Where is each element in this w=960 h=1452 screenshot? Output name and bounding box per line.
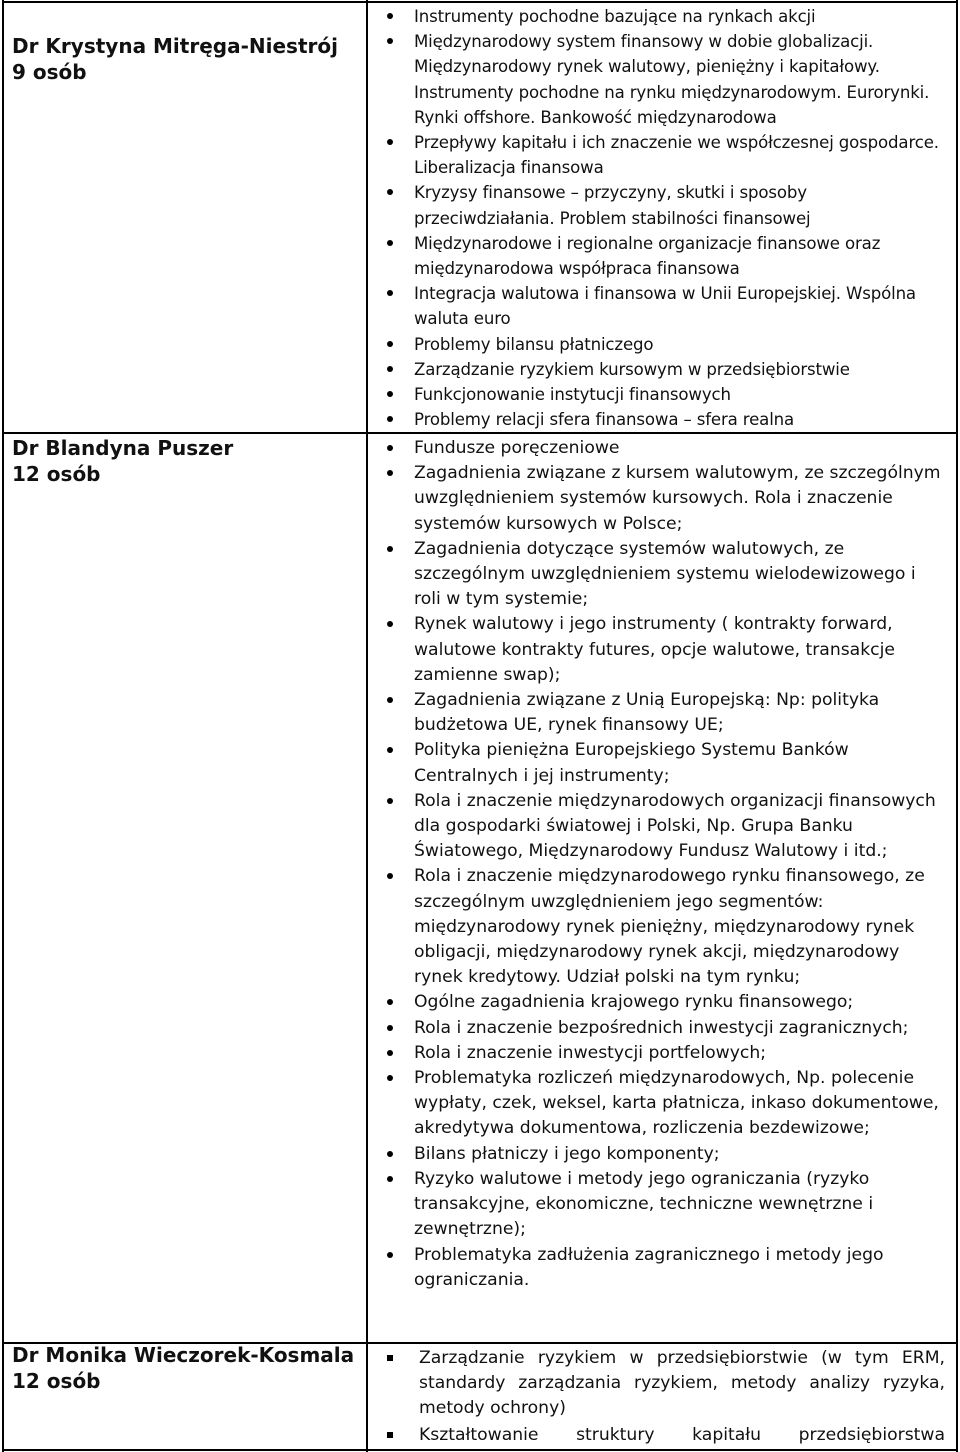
topics-cell — [375, 4, 945, 432]
supervisor-cell — [12, 1342, 357, 1394]
topic-item: Ryzyko walutowe i metody jego ograniczania (ryzyko transakcyjne, ekonomiczne, techniczne wewnętrzne i zewnętrzne); — [375, 1167, 945, 1243]
topic-item: Rola i znaczenie międzynarodowych organizacji finansowych dla gospodarki światowej i Polski, Np. Grupa Banku Światowego, Międzynarodowy Fundusz Walutowy i itd.; — [375, 789, 945, 865]
topic-item: Instrumenty pochodne bazujące na rynkach akcji — [375, 4, 945, 29]
topic-item: Zarządzanie ryzykiem w przedsiębiorstwie (w tym ERM, standardy zarządzania ryzykiem, metody analizy ryzyka, metody ochrony) — [375, 1346, 945, 1422]
topic-item: Rynek walutowy i jego instrumenty ( kontrakty forward, walutowe kontrakty futures, opcje walutowe, transakcje zamienne swap); — [375, 612, 945, 688]
topic-item: Rola i znaczenie inwestycji portfelowych; — [375, 1041, 945, 1066]
topic-item: Problemy relacji sfera finansowa – sfera realna — [375, 407, 945, 432]
topics-list — [375, 1346, 945, 1448]
table-border-right — [956, 0, 958, 1452]
topic-item: Rola i znaczenie międzynarodowego rynku finansowego, ze szczególnym uwzględnieniem jego segmentów: międzynarodowy rynek pieniężny, międzynarodowy rynek obligacji, międzynarodowy rynek akcji, międzynarodowy rynek kredytowy. Udział polski na tym rynku; — [375, 864, 945, 990]
table-border-top — [2, 1, 957, 3]
topic-item: Funkcjonowanie instytucji finansowych — [375, 382, 945, 407]
topic-item: Problemy bilansu płatniczego — [375, 332, 945, 357]
topic-item: Międzynarodowy system finansowy w dobie globalizacji. Międzynarodowy rynek walutowy, pieniężny i kapitałowy. Instrumenty pochodne na rynku międzynarodowym. Eurorynki. Rynki offshore. Bankowość międzynarodowa — [375, 29, 945, 130]
topic-item: Zagadnienia związane z Unią Europejską: Np: polityka budżetowa UE, rynek finansowy UE; — [375, 688, 945, 738]
topic-item: Międzynarodowe i regionalne organizacje finansowe oraz międzynarodowa współpraca finansowa — [375, 231, 945, 281]
column-divider — [366, 0, 368, 1452]
supervisor-cell — [12, 435, 357, 487]
topic-item: Zagadnienia związane z kursem walutowym, ze szczególnym uwzględnieniem systemów kursowych. Rola i znaczenie systemów kursowych w Polsce; — [375, 461, 945, 537]
supervisor-name: Dr Blandyna Puszer — [12, 436, 234, 460]
topics-list — [375, 4, 945, 432]
topic-item: Integracja walutowa i finansowa w Unii Europejskiej. Wspólna waluta euro — [375, 281, 945, 331]
topic-item: Fundusze poręczeniowe — [375, 436, 945, 461]
topic-item: Problematyka zadłużenia zagranicznego i metody jego ograniczania. — [375, 1243, 945, 1293]
supervisor-name: Dr Monika Wieczorek-Kosmala — [12, 1343, 355, 1367]
topic-item: Kształtowanie struktury kapitału przedsiębiorstwa — [375, 1423, 945, 1448]
topic-item: Problematyka rozliczeń międzynarodowych, Np. polecenie wypłaty, czek, weksel, karta płatnicza, inkaso dokumentowe, akredytywa dokumentowa, rozliczenia bezdewizowe; — [375, 1066, 945, 1142]
topic-item: Rola i znaczenie bezpośrednich inwestycji zagranicznych; — [375, 1016, 945, 1041]
topic-item: Zagadnienia dotyczące systemów walutowych, ze szczególnym uwzględnieniem systemu wielodewizowego i roli w tym systemie; — [375, 537, 945, 613]
table-border-bottom — [2, 1449, 957, 1451]
topic-item: Bilans płatniczy i jego komponenty; — [375, 1142, 945, 1167]
topic-item: Zarządzanie ryzykiem kursowym w przedsiębiorstwie — [375, 357, 945, 382]
topic-item: Ogólne zagadnienia krajowego rynku finansowego; — [375, 990, 945, 1015]
topics-cell — [375, 436, 945, 1293]
topics-list — [375, 436, 945, 1293]
topic-item: Kryzysy finansowe – przyczyny, skutki i sposoby przeciwdziałania. Problem stabilności finansowej — [375, 180, 945, 230]
supervisor-name: Dr Krystyna Mitręga-Niestrój — [12, 34, 338, 58]
topic-item: Przepływy kapitału i ich znaczenie we współczesnej gospodarce. Liberalizacja finansowa — [375, 130, 945, 180]
student-count: 12 osób — [12, 1369, 101, 1393]
topic-item: Polityka pieniężna Europejskiego Systemu Banków Centralnych i jej instrumenty; — [375, 738, 945, 788]
student-count: 12 osób — [12, 462, 101, 486]
topics-cell — [375, 1346, 945, 1448]
supervisor-cell — [12, 33, 357, 85]
student-count: 9 osób — [12, 60, 87, 84]
table-border-left — [2, 0, 4, 1452]
